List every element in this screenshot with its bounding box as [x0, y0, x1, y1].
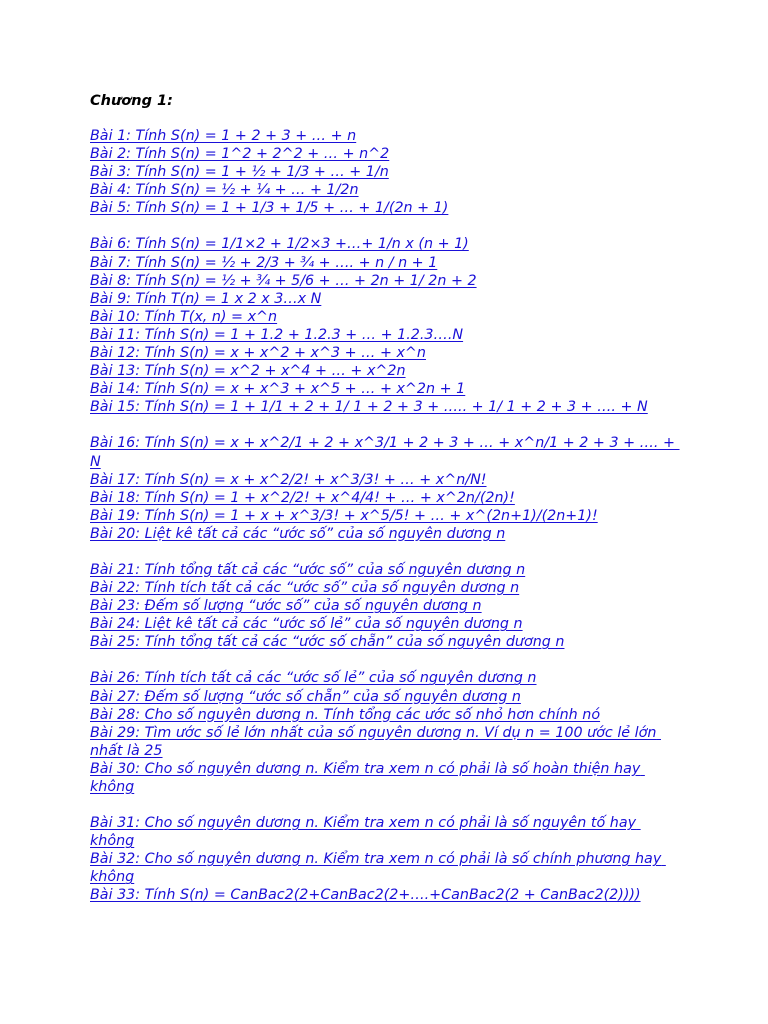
- exercise-group: [90, 814, 682, 904]
- exercise-link[interactable]: Bài 4: Tính S(n) = ½ + ¼ + … + 1/2n: [90, 182, 359, 199]
- exercise-link[interactable]: Bài 19: Tính S(n) = 1 + x + x^3/3! + x^5/5! + … + x^(2n+1)/(2n+1)!: [90, 507, 598, 524]
- exercise-link[interactable]: Bài 22: Tính tích tất cả các “ước số” của số nguyên dương n: [90, 580, 520, 597]
- exercise-link[interactable]: Bài 33: Tính S(n) = CanBac2(2+CanBac2(2+….+CanBac2(2 + CanBac2(2)))): [90, 887, 641, 904]
- exercise-link[interactable]: Bài 6: Tính S(n) = 1/1×2 + 1/2×3 +…+ 1/n x (n + 1): [90, 236, 469, 253]
- exercise-link[interactable]: Bài 7: Tính S(n) = ½ + 2/3 + ¾ + …. + n / n + 1: [90, 254, 438, 271]
- exercise-link[interactable]: Bài 17: Tính S(n) = x + x^2/2! + x^3/3! + … + x^n/N!: [90, 471, 487, 488]
- exercise-group: [90, 127, 682, 217]
- document-page: [90, 91, 682, 923]
- exercise-link[interactable]: Bài 5: Tính S(n) = 1 + 1/3 + 1/5 + … + 1/(2n + 1): [90, 200, 449, 217]
- exercise-link[interactable]: Bài 11: Tính S(n) = 1 + 1.2 + 1.2.3 + … + 1.2.3….N: [90, 326, 464, 343]
- exercise-link[interactable]: Bài 29: Tìm ước số lẻ lớn nhất của số nguyên dương n. Ví dụ n = 100 ước lẻ lớn nhất là 25: [90, 724, 661, 759]
- exercise-link[interactable]: Bài 21: Tính tổng tất cả các “ước số” của số nguyên dương n: [90, 561, 526, 578]
- exercise-group: [90, 434, 682, 543]
- exercise-link[interactable]: Bài 23: Đếm số lượng “ước số” của số nguyên dương n: [90, 598, 482, 615]
- exercise-link[interactable]: Bài 9: Tính T(n) = 1 x 2 x 3…x N: [90, 290, 322, 307]
- exercise-list: [90, 127, 682, 905]
- exercise-link[interactable]: Bài 32: Cho số nguyên dương n. Kiểm tra xem n có phải là số chính phương hay không: [90, 851, 666, 886]
- exercise-link[interactable]: Bài 1: Tính S(n) = 1 + 2 + 3 + … + n: [90, 128, 357, 144]
- exercise-link[interactable]: Bài 14: Tính S(n) = x + x^3 + x^5 + … + x^2n + 1: [90, 381, 466, 398]
- exercise-link[interactable]: Bài 24: Liệt kê tất cả các “ước số lẻ” của số nguyên dương n: [90, 616, 523, 633]
- exercise-group: [90, 235, 682, 416]
- exercise-link[interactable]: Bài 28: Cho số nguyên dương n. Tính tổng các ước số nhỏ hơn chính nó: [90, 706, 601, 723]
- exercise-link[interactable]: Bài 8: Tính S(n) = ½ + ¾ + 5/6 + … + 2n + 1/ 2n + 2: [90, 272, 477, 289]
- exercise-link[interactable]: Bài 13: Tính S(n) = x^2 + x^4 + … + x^2n: [90, 363, 406, 380]
- exercise-link[interactable]: Bài 3: Tính S(n) = 1 + ½ + 1/3 + … + 1/n: [90, 164, 389, 181]
- exercise-link[interactable]: Bài 25: Tính tổng tất cả các “ước số chẵn” của số nguyên dương n: [90, 634, 565, 651]
- exercise-link[interactable]: Bài 16: Tính S(n) = x + x^2/1 + 2 + x^3/1 + 2 + 3 + … + x^n/1 + 2 + 3 + …. + N: [90, 435, 680, 470]
- exercise-link[interactable]: Bài 20: Liệt kê tất cả các “ước số” của số nguyên dương n: [90, 525, 506, 542]
- exercise-link[interactable]: Bài 27: Đếm số lượng “ước số chẵn” của số nguyên dương n: [90, 688, 521, 705]
- exercise-link[interactable]: Bài 26: Tính tích tất cả các “ước số lẻ” của số nguyên dương n: [90, 670, 537, 687]
- exercise-link[interactable]: Bài 18: Tính S(n) = 1 + x^2/2! + x^4/4! + … + x^2n/(2n)!: [90, 489, 515, 506]
- exercise-link[interactable]: Bài 10: Tính T(x, n) = x^n: [90, 308, 278, 325]
- chapter-title: Chương 1:: [90, 93, 173, 109]
- exercise-link[interactable]: Bài 15: Tính S(n) = 1 + 1/1 + 2 + 1/ 1 + 2 + 3 + ….. + 1/ 1 + 2 + 3 + …. + N: [90, 399, 648, 416]
- exercise-link[interactable]: Bài 31: Cho số nguyên dương n. Kiểm tra xem n có phải là số nguyên tố hay không: [90, 815, 641, 850]
- exercise-link[interactable]: Bài 12: Tính S(n) = x + x^2 + x^3 + … + x^n: [90, 345, 426, 362]
- exercise-link[interactable]: Bài 2: Tính S(n) = 1^2 + 2^2 + … + n^2: [90, 146, 390, 163]
- exercise-group: [90, 561, 682, 651]
- exercise-group: [90, 669, 682, 796]
- exercise-link[interactable]: Bài 30: Cho số nguyên dương n. Kiểm tra xem n có phải là số hoàn thiện hay không: [90, 760, 645, 795]
